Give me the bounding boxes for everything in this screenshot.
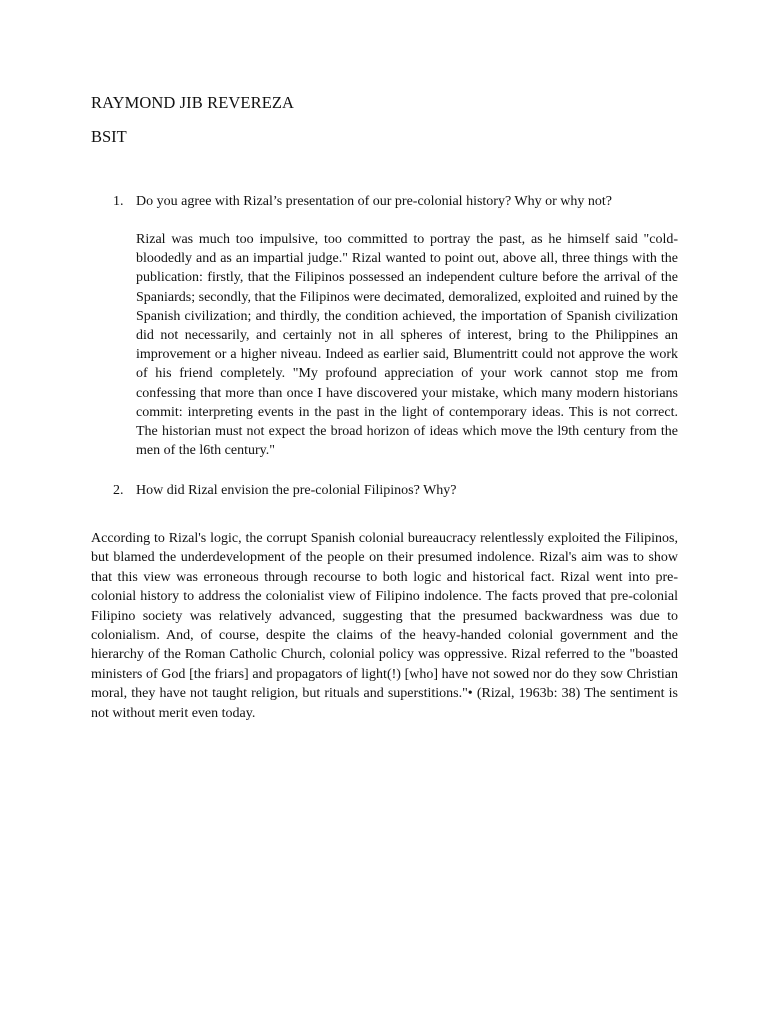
answer-2-paragraph: According to Rizal's logic, the corrupt Spanish colonial bureaucracy relentlessly exploited the Filipinos, but blamed the underdevelopment of the people on their presumed indolence. Rizal's aim was to show that this view was erroneous through recourse to both logic and historical fact. Rizal went into pre-colonial history to address the colonialist view of Filipino indolence. The facts proved that pre-colonial Filipino society was relatively advanced, suggesting that the presumed backwardness was due to colonialism. And, of course, despite the claims of the heavy-handed colonial government and the hierarchy of the Roman Catholic Church, colonial policy was oppressive. Rizal referred to the "boasted ministers of God [the friars] and propagators of light(!) [who] have not sowed nor do they sow Christian moral, they have not taught religion, but rituals and superstitions."• (Rizal, 1963b: 38) The sentiment is not without merit even today.	[91, 531, 678, 721]
question-2-text: How did Rizal envision the pre-colonial Filipinos? Why?	[136, 483, 457, 498]
question-2-number: 2.	[113, 483, 124, 498]
answer-1-paragraph: Rizal was much too impulsive, too committed to portray the past, as he himself said "cold-bloodedly and as an impartial judge." Rizal wanted to point out, above all, three things with the publication: firstly, that the Filipinos possessed an independent culture before the arrival of the Spaniards; secondly, that the Filipinos were decimated, demoralized, exploited and ruined by the Spanish civilization; and thirdly, the condition achieved, the importation of Spanish civilization did not necessarily, and certainly not in all spheres of interest, bring to the Philippines an improvement or a higher niveau. Indeed as earlier said, Blumentritt could not approve the work of his friend completely. "My profound appreciation of your work cannot stop me from confessing that more than once I have discovered your mistake, which many modern historians commit: interpreting events in the past in the light of contemporary ideas. This is not correct. The historian must not expect the broad horizon of ideas which move the l9th century from the men of the l6th century."	[136, 232, 678, 459]
course-label: BSIT	[91, 127, 127, 146]
question-1-number: 1.	[113, 194, 124, 209]
author-name: RAYMOND JIB REVEREZA	[91, 93, 295, 112]
question-1-text: Do you agree with Rizal’s presentation of our pre-colonial history? Why or why not?	[136, 194, 613, 209]
